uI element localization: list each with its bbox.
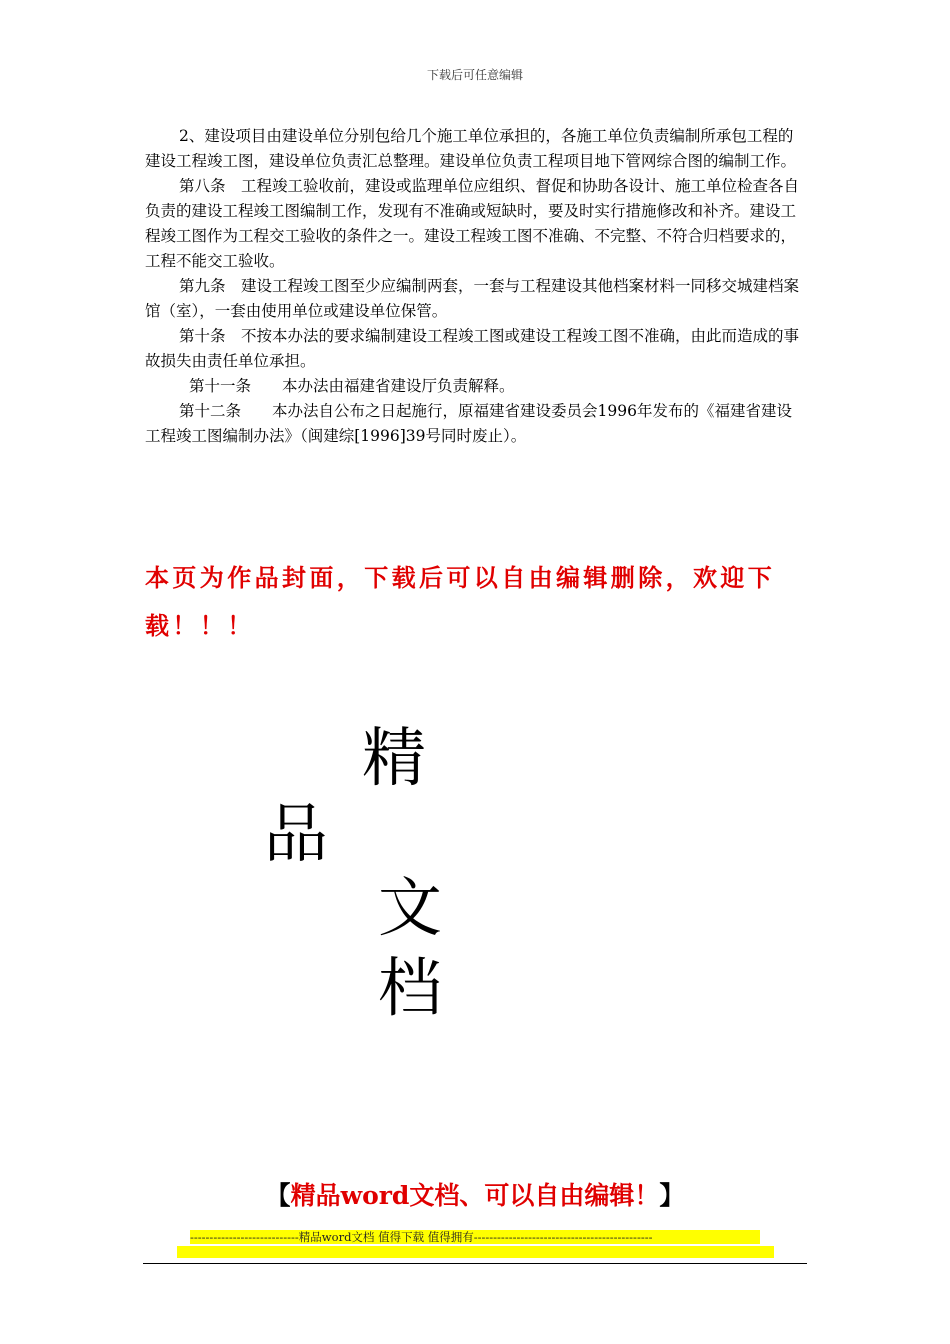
banner-bracket-close: 】 (659, 1181, 685, 1210)
cover-char-dang: 档 (378, 952, 442, 1026)
promo-banner (0, 1176, 950, 1212)
paragraph-article-11: 第十一条 本办法由福建省建设厅负责解释。 (189, 377, 515, 395)
cover-char-jing: 精 (362, 722, 426, 796)
page-header: 下载后可任意编辑 (426, 68, 523, 82)
paragraph-1: 2、建设项目由建设单位分别包给几个施工单位承担的，各施工单位负责编制所承包工程的建设工程竣工图，建设单位负责汇总整理。建设单位负责工程项目地下管网综合图的编制工作。 (145, 127, 797, 170)
footer-highlight-dashes (177, 1246, 774, 1258)
cover-char-pin: 品 (264, 798, 328, 872)
cover-char-wen: 文 (378, 872, 442, 946)
banner-text: 精品word文档、可以自由编辑！ (290, 1181, 660, 1210)
paragraph-article-12: 第十二条 本办法自公布之日起施行，原福建省建设委员会1996年发布的《福建省建设工程竣工图编制办法》（闽建综[1996]39号同时废止）。 (145, 402, 792, 445)
cover-notice: 本页为作品封面，下载后可以自由编辑删除，欢迎下载！！！ (145, 564, 776, 640)
footer-rule (143, 1263, 807, 1264)
paragraph-article-8: 第八条 工程竣工验收前，建设或监理单位应组织、督促和协助各设计、施工单位检查各自负责的建设工程竣工图编制工作，发现有不准确或短缺时，要及时实行措施修改和补齐。建设工程竣工图作为工程交工验收的条件之一。建设工程竣工图不准确、不完整、不符合归档要求的，工程不能交工验收。 (145, 177, 800, 270)
banner-bracket-open: 【 (265, 1181, 291, 1210)
document-body (145, 124, 807, 449)
paragraph-article-9: 第九条 建设工程竣工图至少应编制两套，一套与工程建设其他档案材料一同移交城建档案馆（室），一套由使用单位或建设单位保管。 (145, 277, 800, 320)
paragraph-article-10: 第十条 不按本办法的要求编制建设工程竣工图或建设工程竣工图不准确，由此而造成的事故损失由责任单位承担。 (145, 327, 800, 370)
footer-highlight-text: ----------------------------精品word文档 值得下载 值得拥有---------------------------------------------- (190, 1230, 760, 1244)
